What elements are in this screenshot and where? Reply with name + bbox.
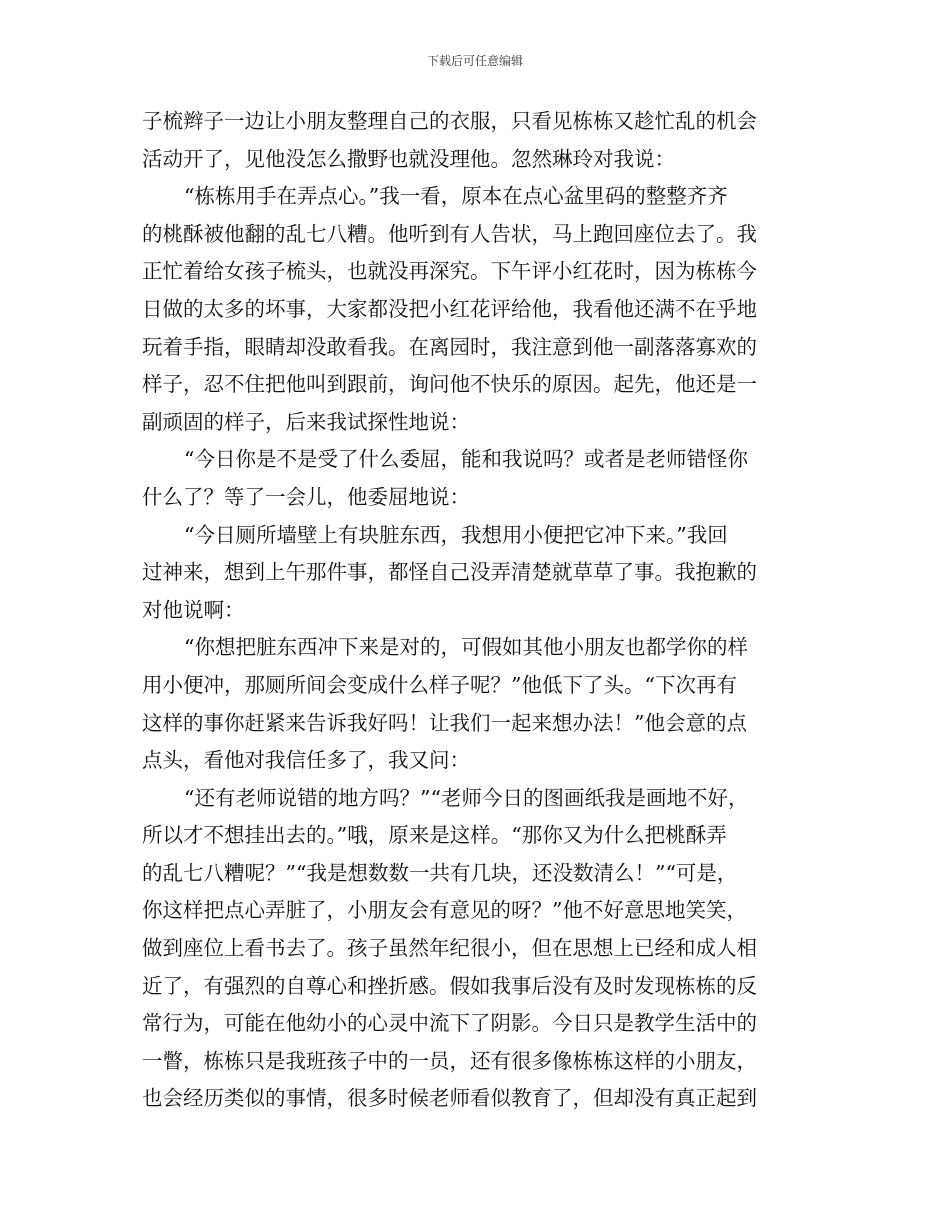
text-line: 对他说啊： [142, 597, 245, 622]
text-line: 这样的事你赶紧来告诉我好吗！让我们一起来想办法！”他会意的点 [142, 710, 747, 735]
body-text [142, 103, 812, 1118]
text-line: “今日厕所墙壁上有块脏东西，我想用小便把它冲下来。”我回 [184, 522, 728, 547]
text-line: 近了，有强烈的自尊心和挫折感。假如我事后没有及时发现栋栋的反 [142, 973, 757, 998]
text-line: 的乱七八糟呢？”“我是想数数一共有几块，还没数清么！”“可是， [142, 860, 738, 885]
text-line: 常行为，可能在他幼小的心灵中流下了阴影。今日只是教学生活中的 [142, 1011, 757, 1036]
text-line: 什么了？等了一会儿，他委屈地说： [142, 484, 470, 509]
text-line: 子梳辫子一边让小朋友整理自己的衣服，只看见栋栋又趁忙乱的机会 [142, 109, 757, 133]
text-line: 正忙着给女孩子梳头，也就没再深究。下午评小红花时，因为栋栋今 [142, 259, 757, 284]
text-line: 的桃酥被他翻的乱七八糟。他听到有人告状，马上跑回座位去了。我 [142, 221, 757, 246]
text-line: “你想把脏东西冲下来是对的，可假如其他小朋友也都学你的样 [184, 635, 748, 660]
text-line: 所以才不想挂出去的。”哦，原来是这样。“那你又为什么把桃酥弄 [142, 823, 727, 848]
text-line: “还有老师说错的地方吗？”“老师今日的图画纸我是画地不好， [184, 785, 749, 810]
text-line: 点头，看他对我信任多了，我又问： [142, 748, 470, 773]
text-line: 日做的太多的坏事，大家都没把小红花评给他，我看他还满不在乎地 [142, 296, 757, 321]
page-header: 下载后可任意编辑 [426, 54, 523, 68]
text-line: 一瞥，栋栋只是我班孩子中的一员，还有很多像栋栋这样的小朋友， [142, 1048, 757, 1073]
text-line: 副顽固的样子，后来我试探性地说： [142, 409, 470, 434]
text-line: 用小便冲，那厕所间会变成什么样子呢？”他低下了头。“下次再有 [142, 672, 737, 697]
text-line: 玩着手指，眼睛却没敢看我。在离园时，我注意到他一副落落寡欢的 [142, 334, 757, 359]
text-line: “今日你是不是受了什么委屈，能和我说吗？或者是老师错怪你 [184, 447, 748, 472]
text-line: 过神来，想到上午那件事，都怪自己没弄清楚就草草了事。我抱歉的 [142, 560, 757, 585]
text-line: 做到座位上看书去了。孩子虽然年纪很小，但在思想上已经和成人相 [142, 936, 757, 961]
text-line: 活动开了，见他没怎么撒野也就没理他。忽然琳玲对我说： [142, 146, 675, 171]
text-line: 样子，忍不住把他叫到跟前，询问他不快乐的原因。起先，他还是一 [142, 372, 757, 397]
text-line: 你这样把点心弄脏了，小朋友会有意见的呀？”他不好意思地笑笑， [142, 898, 747, 923]
text-line: “栋栋用手在弄点心。”我一看，原本在点心盆里码的整整齐齐 [184, 184, 728, 209]
text-line: 也会经历类似的事情，很多时候老师看似教育了，但却没有真正起到 [142, 1086, 757, 1111]
